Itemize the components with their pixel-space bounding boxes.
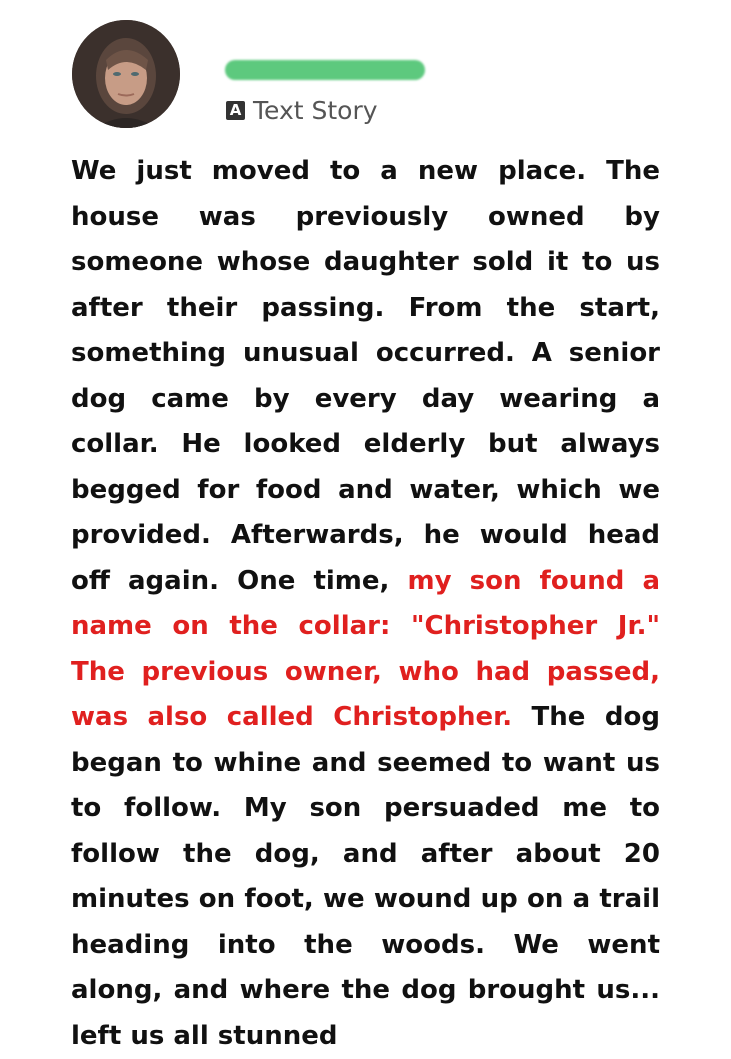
avatar-portrait-icon xyxy=(72,20,180,128)
story-text xyxy=(71,149,660,1059)
story-intro: We just moved to a new place. The house was previously owned by someone whose daughter sold it to us after their passing. From the start, something unusual occurred. A senior dog came by every day wearing a collar. He looked elderly but always begged for food and water, which we provided. Afterwards, he would head off again. One time, xyxy=(71,156,660,596)
author-name-redacted xyxy=(225,60,425,80)
avatar[interactable] xyxy=(72,20,180,128)
post-header xyxy=(0,0,731,150)
text-story-icon: A xyxy=(226,101,245,120)
story-type-label: Text Story xyxy=(253,96,378,125)
story-highlight: my son found a name on the collar: "Christopher Jr." The previous owner, who had passed, was also called Christopher. xyxy=(71,565,660,732)
story-type-tag xyxy=(226,96,378,125)
story-rest: The dog began to whine and seemed to want us to follow. My son persuaded me to follow the dog, and after about 20 minutes on foot, we wound up on a trail heading into the woods. We went along, and where the dog brought us... left us all stunned xyxy=(71,702,660,1051)
